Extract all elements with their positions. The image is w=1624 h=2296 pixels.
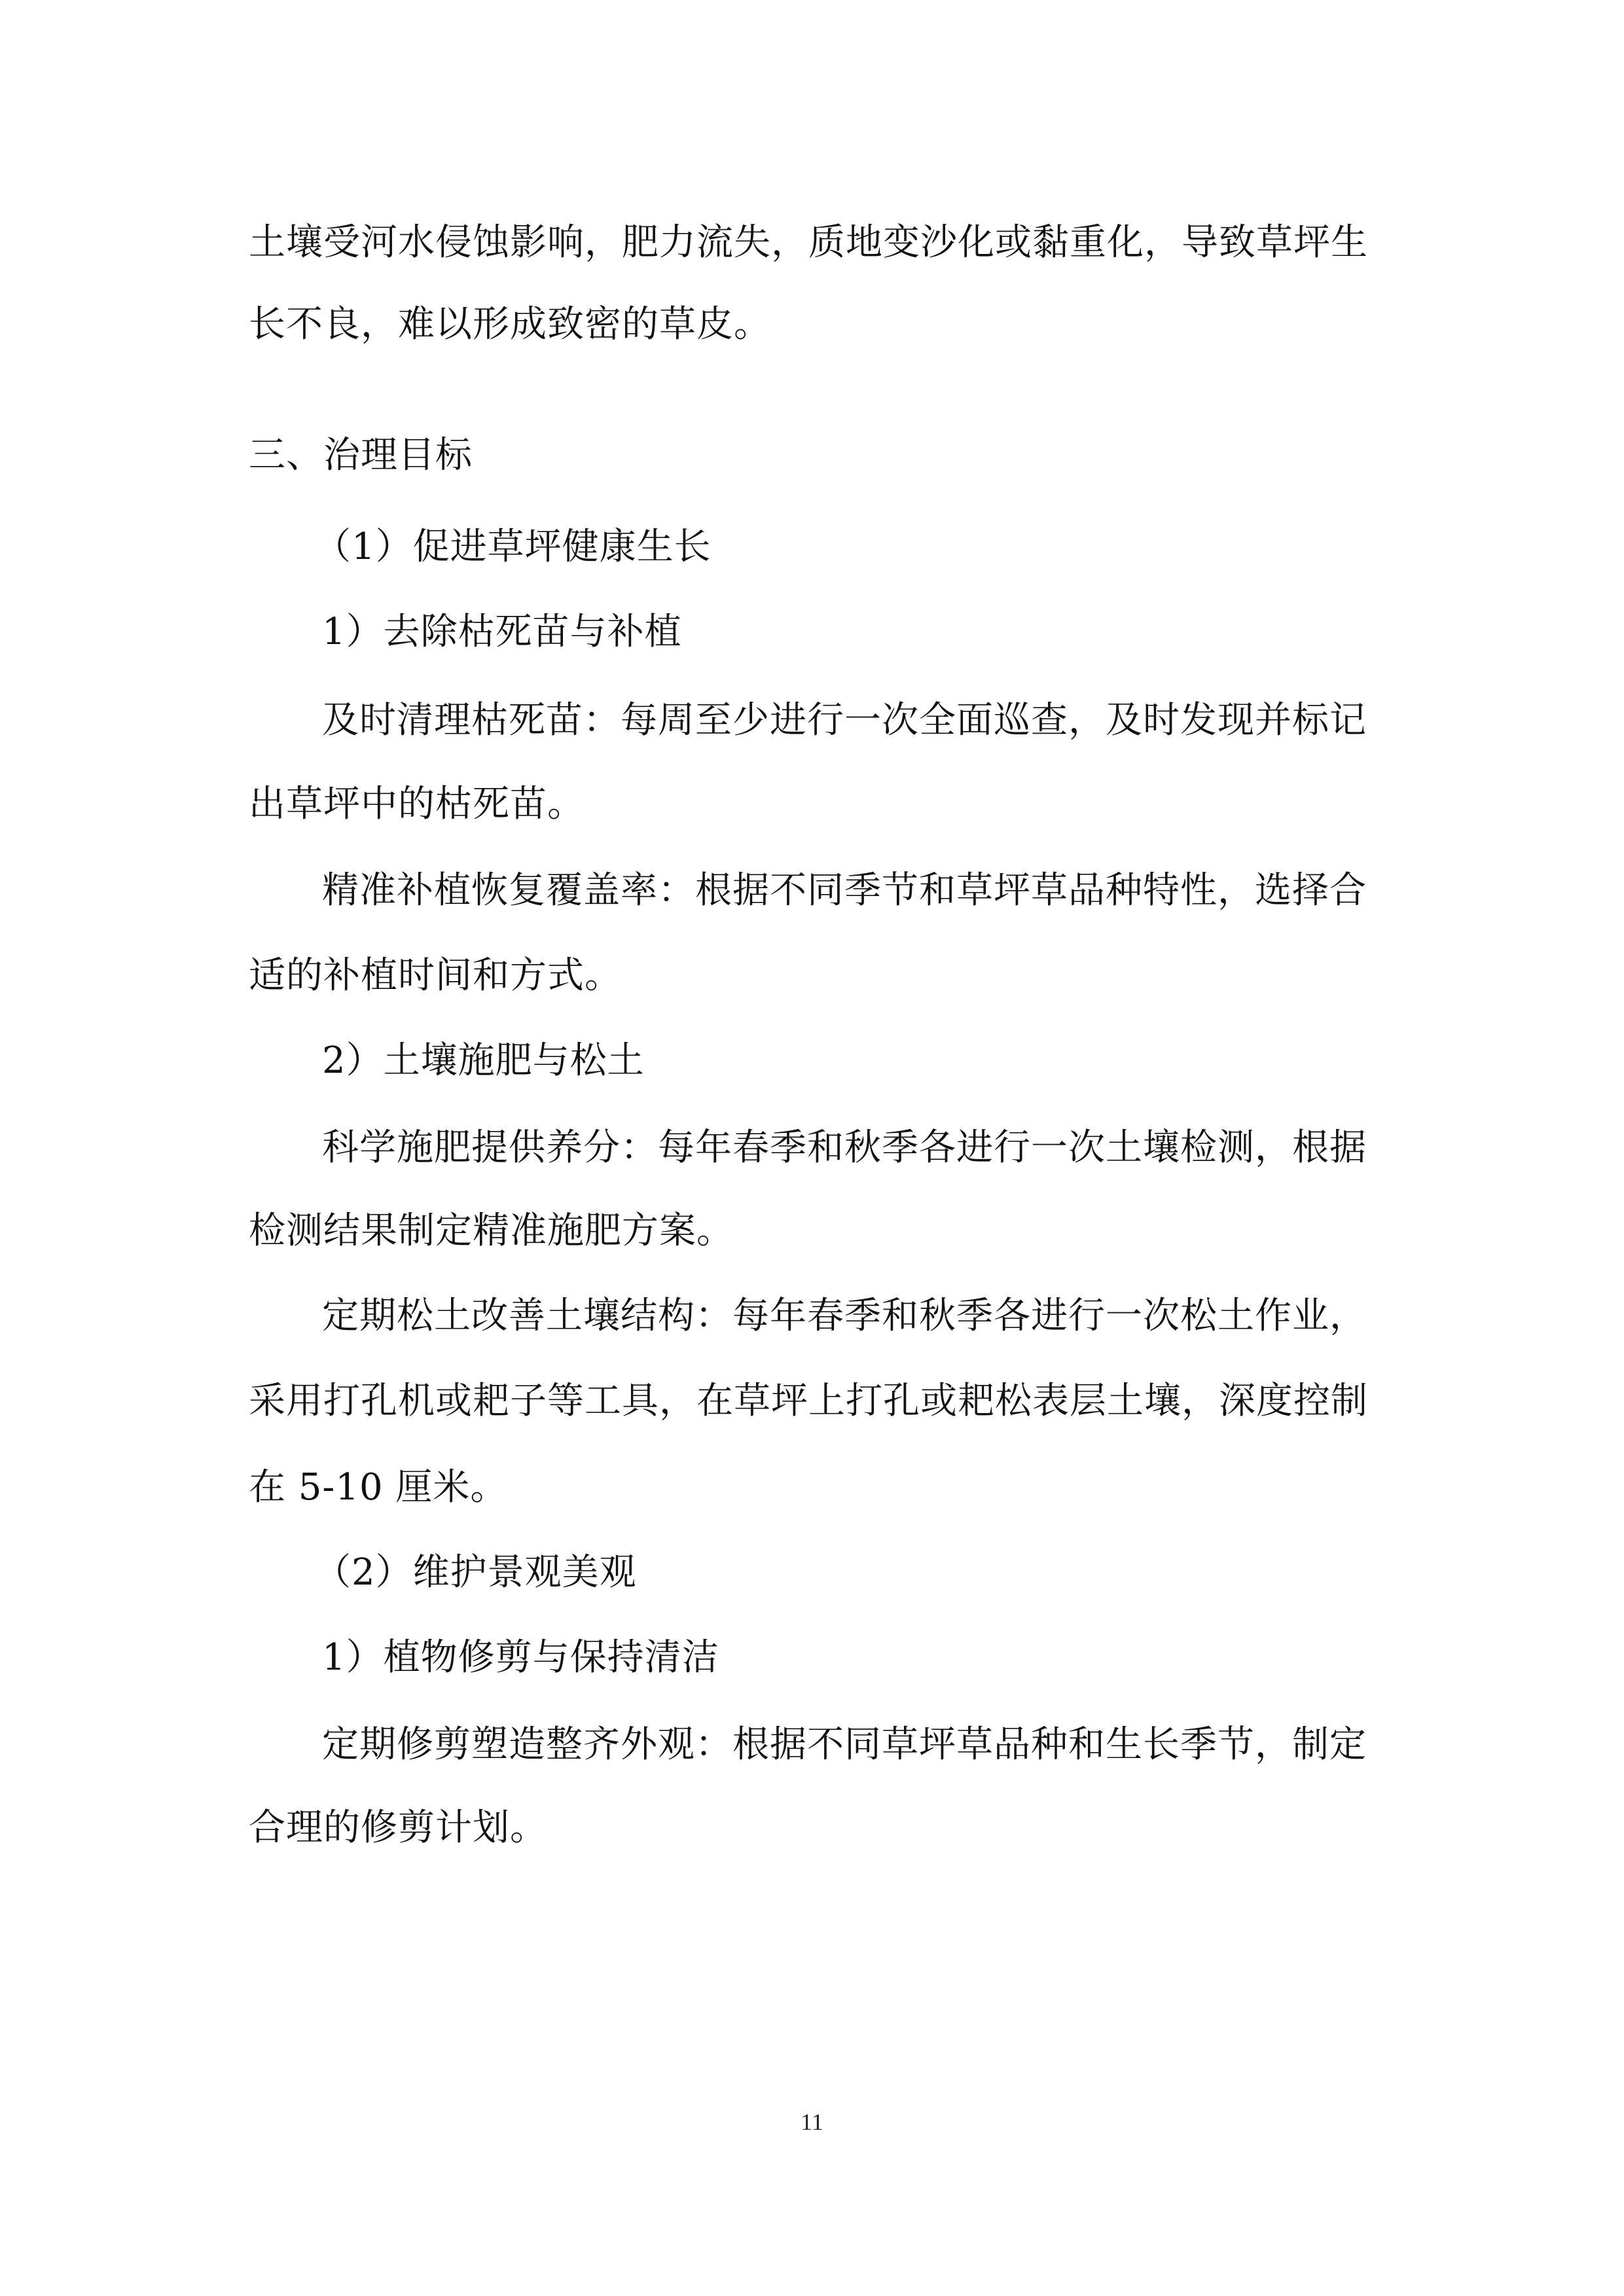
paragraph-line: 采用打孔机或耙子等工具，在草坪上打孔或耙松表层土壤，深度控制 [249, 1380, 1368, 1422]
item-heading: 1）植物修剪与保持清洁 [322, 1636, 719, 1679]
subsection-heading: （2）维护景观美观 [314, 1551, 637, 1594]
paragraph-line: 及时清理枯死苗：每周至少进行一次全面巡查，及时发现并标记 [322, 699, 1367, 742]
paragraph-line: 适的补植时间和方式。 [249, 954, 622, 997]
section-heading: 三、治理目标 [249, 434, 473, 476]
paragraph-line: 定期修剪塑造整齐外观：根据不同草坪草品种和生长季节，制定 [322, 1723, 1367, 1766]
paragraph-line: 合理的修剪计划。 [249, 1806, 547, 1849]
paragraph-line: 检测结果制定精准施肥方案。 [249, 1210, 734, 1252]
paragraph-line: 出草坪中的枯死苗。 [249, 783, 585, 825]
paragraph-line: 科学施肥提供养分：每年春季和秋季各进行一次土壤检测，根据 [322, 1126, 1367, 1169]
item-heading: 1）去除枯死苗与补植 [322, 611, 682, 653]
item-heading: 2）土壤施肥与松土 [322, 1039, 645, 1082]
subsection-heading: （1）促进草坪健康生长 [314, 526, 712, 568]
paragraph-line: 精准补植恢复覆盖率：根据不同季节和草坪草品种特性，选择合 [322, 869, 1367, 912]
paragraph-line: 长不良，难以形成致密的草皮。 [249, 303, 771, 346]
paragraph-line: 定期松土改善土壤结构：每年春季和秋季各进行一次松土作业， [322, 1295, 1367, 1337]
page-number: 11 [801, 2109, 823, 2135]
paragraph-line: 土壤受河水侵蚀影响，肥力流失，质地变沙化或黏重化，导致草坪生 [249, 221, 1368, 264]
paragraph-line: 在 5-10 厘米。 [249, 1466, 508, 1509]
